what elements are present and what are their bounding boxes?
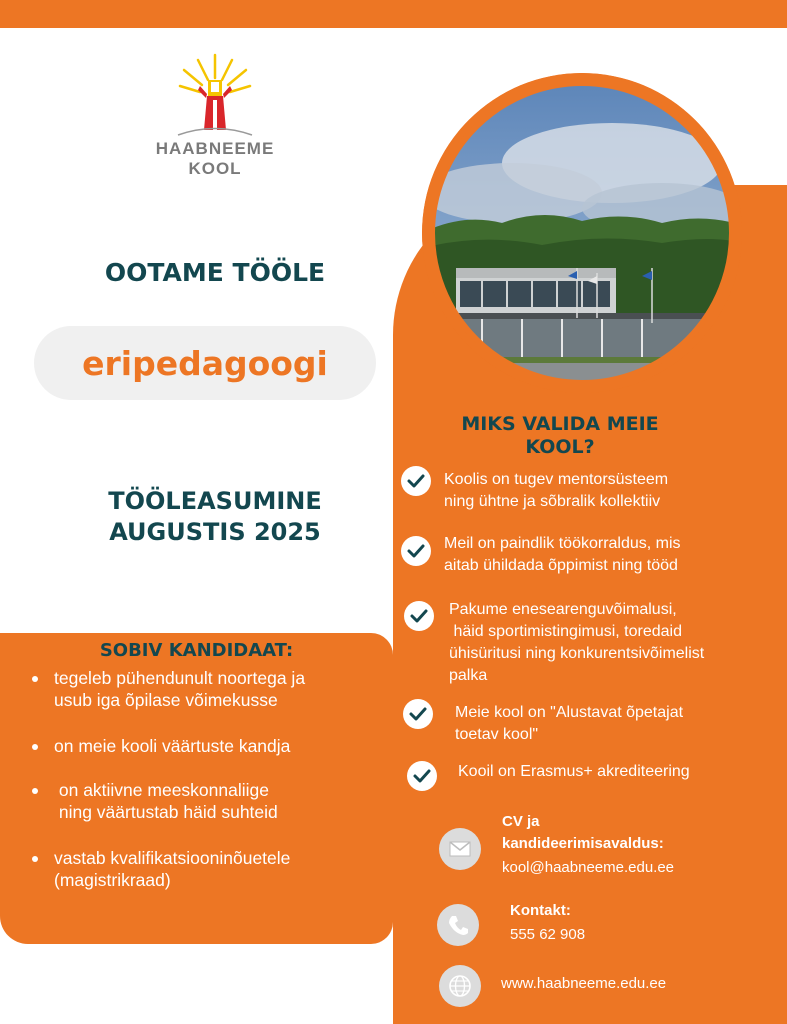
reason-line: palka [449,667,488,684]
why-title-line2: KOOL? [525,436,595,458]
position-title: eripedagoogi [82,343,328,383]
school-logo [150,50,280,180]
start-line1: TÖÖLEASUMINE [108,487,322,515]
check-icon [401,536,431,566]
hiring-heading: OOTAME TÖÖLE [104,258,326,287]
reason-line: Meil on paindlik töökorraldus, mis [444,535,681,552]
reason-item [455,702,683,746]
phone-label: Kontakt: [510,902,571,919]
reason-line: toetav kool" [455,726,539,743]
bullet-dot [32,856,38,862]
reason-line: ühisüritusi ning konkurentsivõimelist [449,645,705,662]
candidate-line: ning väärtustab häid suhteid [54,802,278,822]
reason-line: häid sportimistingimusi, toredaid [449,623,682,640]
email-link[interactable]: kool@haabneeme.edu.ee [502,859,675,876]
start-line2: AUGUSTIS 2025 [109,518,321,546]
reason-item [444,469,668,513]
check-icon [403,699,433,729]
school-name-line2: KOOL [188,159,242,178]
envelope-icon [439,828,481,870]
check-icon [404,601,434,631]
check-icon [401,466,431,496]
website-link[interactable]: www.haabneeme.edu.ee [501,975,667,992]
bullet-dot [32,676,38,682]
school-building-image [422,73,742,393]
phone-number[interactable]: 555 62 908 [510,926,586,943]
cv-label-line1: CV ja [502,813,540,830]
start-date-heading [60,486,370,548]
reason-line: Pakume enesearenguvõimalusi, [449,601,677,618]
phone-icon [437,904,479,946]
cv-label [502,811,664,855]
top-accent-bar [0,0,787,28]
school-name-line1: HAABNEEME [155,139,275,158]
why-title-line1: MIKS VALIDA MEIE [461,413,659,435]
bullet-dot [32,744,38,750]
reason-line: Kooil on Erasmus+ akrediteering [458,763,690,780]
reason-line: ning ühtne ja sõbralik kollektiiv [444,493,661,510]
school-photo [422,73,742,393]
check-icon [407,761,437,791]
reason-item [449,599,704,687]
reason-line: Koolis on tugev mentorsüsteem [444,471,669,488]
bullet-dot [32,788,38,794]
why-heading [420,413,700,459]
globe-icon [439,965,481,1007]
position-pill [34,326,376,400]
candidate-line: usub iga õpilase võimekusse [54,690,278,710]
cv-label-line2: kandideerimisavaldus: [502,835,664,852]
candidate-line: on aktiivne meeskonnaliige [54,780,269,800]
candidate-line: vastab kvalifikatsiooninõuetele [54,848,291,868]
reason-item [458,761,690,783]
reason-item [444,533,681,577]
reason-line: aitab ühildada õppimist ning tööd [444,557,678,574]
school-emblem-icon [150,50,280,140]
candidate-line: (magistrikraad) [54,870,171,890]
candidate-line: tegeleb pühendunult noortega ja [54,668,306,688]
candidate-line: on meie kooli väärtuste kandja [54,736,291,756]
reason-line: Meie kool on "Alustavat õpetajat [455,704,684,721]
candidate-heading: SOBIV KANDIDAAT: [99,640,294,661]
